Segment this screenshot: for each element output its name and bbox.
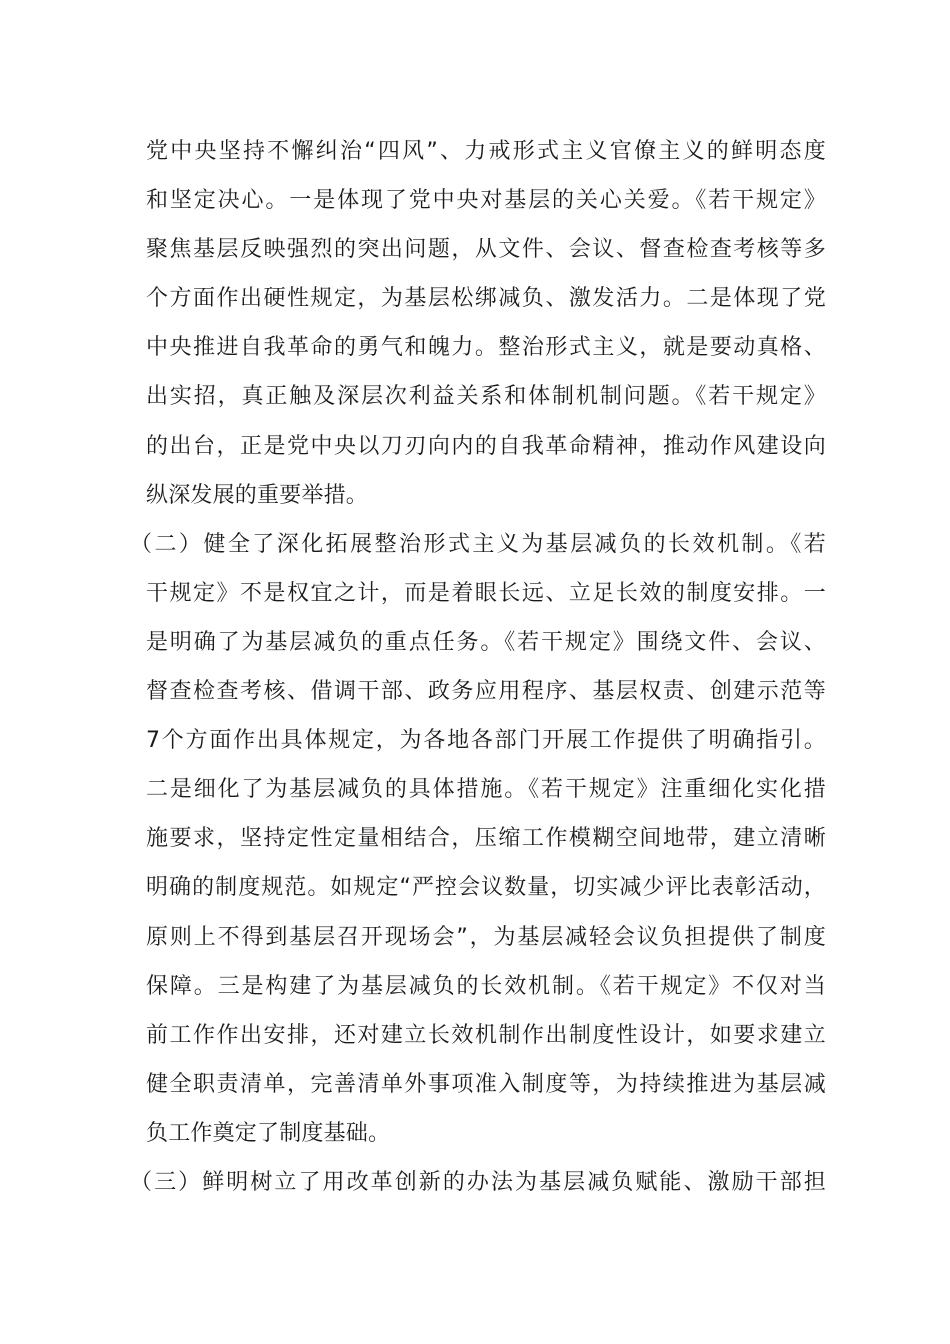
paragraph-line: 干规定》不是权宜之计，而是着眼长远、立足长效的制度安排。一	[146, 580, 826, 606]
paragraph-line: 和坚定决心。一是体现了党中央对基层的关心关爱。《若干规定》	[146, 188, 826, 214]
document-body-text	[130, 127, 826, 1207]
paragraph-line: 出实招，真正触及深层次利益关系和体制机制问题。《若干规定》	[146, 384, 826, 410]
paragraph-line: 党中央坚持不懈纠治“四风”、力戒形式主义官僚主义的鲜明态度	[146, 139, 826, 164]
paragraph-line: 负工作奠定了制度基础。	[146, 1120, 391, 1146]
paragraph-line: 保障。三是构建了为基层减负的长效机制。《若干规定》不仅对当	[146, 973, 826, 999]
section-heading-line: （二）健全了深化拓展整治形式主义为基层减负的长效机制。《若	[130, 531, 826, 557]
paragraph-line: 健全职责清单，完善清单外事项准入制度等，为持续推进为基层减	[146, 1071, 826, 1097]
paragraph-line: 的出台，正是党中央以刀刃向内的自我革命精神，推动作风建设向	[146, 433, 826, 459]
paragraph-line: 聚焦基层反映强烈的突出问题，从文件、会议、督查检查考核等多	[146, 237, 826, 263]
paragraph-line: 原则上不得到基层召开现场会”，为基层减轻会议负担提供了制度	[146, 924, 826, 950]
paragraph-line: 明确的制度规范。如规定“严控会议数量，切实减少评比表彰活动，	[146, 875, 826, 901]
paragraph-line: 前工作作出安排，还对建立长效机制作出制度性设计，如要求建立	[146, 1022, 826, 1048]
section-heading-line: （三）鲜明树立了用改革创新的办法为基层减负赋能、激励干部担	[130, 1169, 826, 1195]
paragraph-line: 纵深发展的重要举措。	[146, 482, 369, 508]
paragraph-line: 中央推进自我革命的勇气和魄力。整治形式主义，就是要动真格、	[146, 335, 826, 361]
paragraph-line: 7个方面作出具体规定，为各地各部门开展工作提供了明确指引。	[146, 728, 826, 754]
paragraph-line: 施要求，坚持定性定量相结合，压缩工作模糊空间地带，建立清晰	[146, 826, 826, 852]
paragraph-line: 督查检查考核、借调干部、政务应用程序、基层权责、创建示范等	[146, 679, 826, 705]
paragraph-line: 是明确了为基层减负的重点任务。《若干规定》围绕文件、会议、	[146, 629, 826, 655]
paragraph-line: 个方面作出硬性规定，为基层松绑减负、激发活力。二是体现了党	[146, 286, 826, 312]
paragraph-line: 二是细化了为基层减负的具体措施。《若干规定》注重细化实化措	[146, 777, 826, 803]
